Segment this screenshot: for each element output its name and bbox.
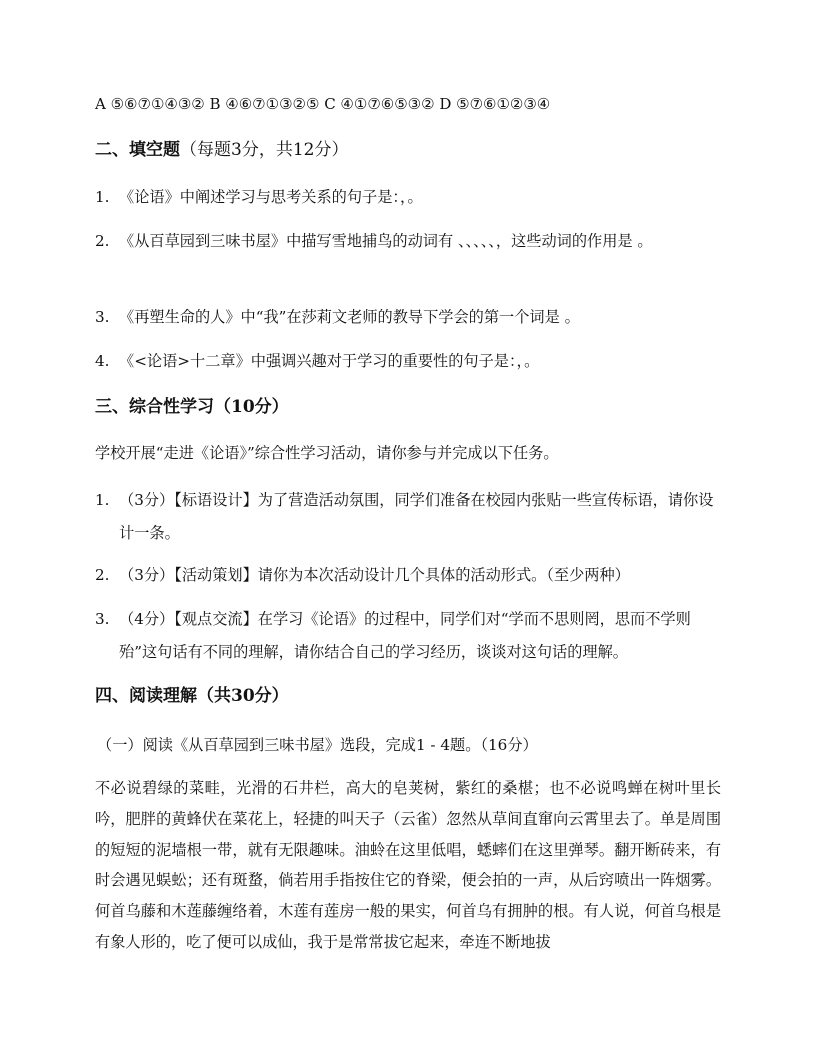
item-text: 《论语》中阐述学习与思考关系的句子是：，。 [119, 188, 423, 206]
task-item-3 [95, 603, 725, 669]
item-number: 2. [95, 232, 110, 250]
section-2-title: 二、填空题 [95, 140, 180, 160]
item-number: 1. [95, 188, 110, 206]
answer-choices: A ⑤⑥⑦①④③② B ④⑥⑦①③②⑤ C ④①⑦⑥⑤③② D ⑤⑦⑥①②③④ [95, 95, 551, 113]
section-2-heading [95, 139, 348, 161]
item-text: 《再塑生命的人》中“我”在莎莉文老师的教导下学会的第一个词是 。 [119, 308, 580, 326]
item-text: （4分）【观点交流】在学习《论语》的过程中，同学们对“学而不思则罔，思而不学则殆”这句话有不同的理解，请你结合自己的学习经历，谈谈对这句话的理解。 [119, 610, 691, 661]
item-text: 《从百草园到三味书屋》中描写雪地捕鸟的动词有 、、、、、，这些动词的作用是 。 [119, 232, 653, 250]
section-3-intro: 学校开展“走进《论语》”综合性学习活动，请你参与并完成以下任务。 [95, 444, 559, 462]
task-item-2 [95, 559, 725, 592]
reading-subheading: （一）阅读《从百草园到三味书屋》选段，完成1 - 4题。（16分） [97, 736, 538, 754]
item-number: 3. [95, 610, 110, 628]
item-text: 《<论语>十二章》中强调兴趣对于学习的重要性的句子是：，。 [119, 352, 540, 370]
fill-item-3 [95, 301, 725, 334]
item-text: （3分）【活动策划】请你为本次活动设计几个具体的活动形式。（至少两种） [119, 566, 630, 584]
section-2-note: （每题3分，共12分） [180, 140, 349, 160]
item-number: 3. [95, 308, 110, 326]
fill-item-4 [95, 345, 725, 378]
section-3-heading: 三、综合性学习（10分） [95, 397, 289, 417]
fill-item-1 [95, 181, 725, 214]
item-number: 4. [95, 352, 110, 370]
fill-item-2 [95, 225, 725, 258]
task-item-1 [95, 484, 725, 550]
item-number: 1. [95, 491, 110, 509]
reading-passage: 不必说碧绿的菜畦，光滑的石井栏，高大的皂荚树，紫红的桑椹；也不必说鸣蝉在树叶里长吟，肥胖的黄蜂伏在菜花上，轻捷的叫天子（云雀）忽然从草间直窜向云霄里去了。单是周围的短短的泥墙根一带，就有无限趣味。油蛉在这里低唱，蟋蟀们在这里弹琴。翻开断砖来，有时会遇见蜈蚣；还有斑蝥，倘若用手指按住它的脊梁，便会拍的一声，从后窍喷出一阵烟雾。何首乌藤和木莲藤缠络着，木莲有莲房一般的果实，何首乌有拥肿的根。有人说，何首乌根是有象人形的，吃了便可以成仙，我于是常常拔它起来，牵连不断地拔 [95, 779, 721, 951]
item-text: （3分）【标语设计】为了营造活动氛围，同学们准备在校园内张贴一些宣传标语，请你设计一条。 [119, 491, 714, 542]
item-number: 2. [95, 566, 110, 584]
section-4-heading: 四、阅读理解（共30分） [95, 686, 289, 706]
